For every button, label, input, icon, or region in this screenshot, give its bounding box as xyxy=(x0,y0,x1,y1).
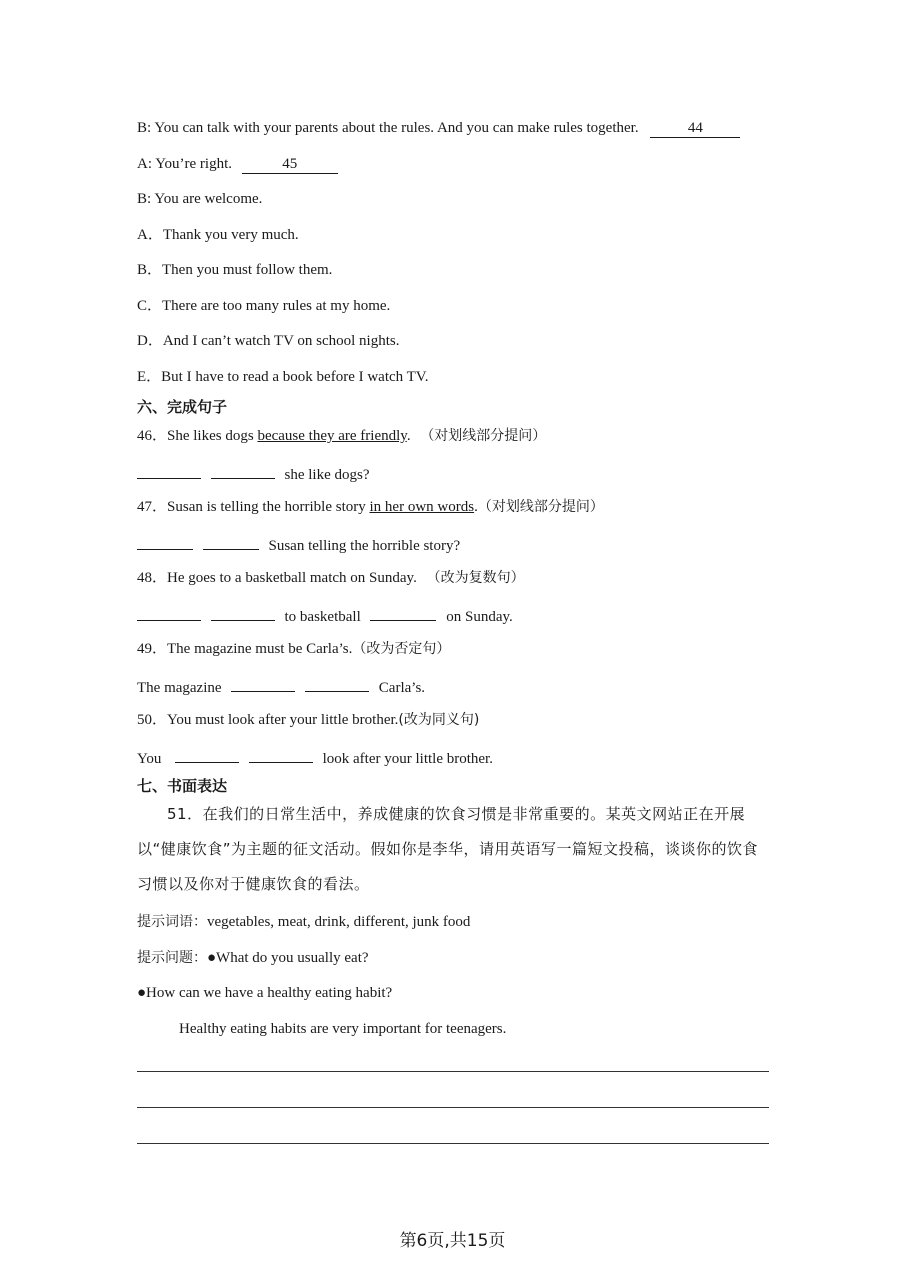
writing-line-3[interactable] xyxy=(137,1143,769,1144)
q50-blank-2[interactable] xyxy=(249,746,313,763)
option-e xyxy=(137,367,428,387)
q46-underlined: because they are friendly xyxy=(257,428,407,444)
hint-words-label: 提示词语： xyxy=(137,914,207,930)
blank-44[interactable]: 44 xyxy=(650,119,740,138)
option-text: There are too many rules at my home. xyxy=(162,298,391,314)
q48-blank-1[interactable] xyxy=(137,604,201,621)
option-text: But I have to read a book before I watch TV. xyxy=(161,369,429,385)
q46-answer xyxy=(137,462,369,485)
option-letter: C． xyxy=(137,298,163,314)
q47-answer-post: Susan telling the horrible story? xyxy=(268,538,461,554)
option-letter: D． xyxy=(137,333,163,349)
writing-line-1[interactable] xyxy=(137,1071,769,1072)
hint-question-1: ●What do you usually eat? xyxy=(207,950,369,966)
option-text: Thank you very much. xyxy=(162,227,299,243)
option-d xyxy=(137,331,399,351)
option-letter: B． xyxy=(137,262,163,278)
q49-prompt xyxy=(137,639,450,659)
essay-opening: Healthy eating habits are very important for teenagers. xyxy=(179,1021,507,1037)
q50-instruction: (改为同义句) xyxy=(398,712,480,728)
section6-heading: 六、完成句子 xyxy=(137,398,228,416)
q46-prompt xyxy=(137,426,546,446)
q48-instruction: （改为复数句） xyxy=(426,570,525,586)
q48-answer xyxy=(137,604,513,627)
q48-blank-2[interactable] xyxy=(211,604,275,621)
page-footer: 第6页,共15页 xyxy=(399,1231,506,1251)
dialogue-line-b-welcome: B: You are welcome. xyxy=(137,191,263,207)
q46-number: 46． xyxy=(137,428,168,444)
q49-instruction: （改为否定句） xyxy=(352,641,451,657)
q49-blank-2[interactable] xyxy=(305,675,369,692)
q47-underlined: in her own words xyxy=(369,499,475,515)
q49-answer-post: Carla’s. xyxy=(378,680,426,696)
hint-questions xyxy=(137,948,369,968)
option-letter: A． xyxy=(137,227,163,243)
dialogue-line-b-rules xyxy=(137,118,740,138)
q48-blank-3[interactable] xyxy=(370,604,436,621)
dialogue-line-a-right xyxy=(137,154,338,174)
section7-heading: 七、书面表达 xyxy=(137,777,228,795)
option-text: Then you must follow them. xyxy=(162,262,333,278)
q50-text: You must look after your little brother. xyxy=(167,712,399,728)
q46-answer-post: she like dogs? xyxy=(284,467,370,483)
q50-number: 50． xyxy=(137,712,168,728)
q48-prompt xyxy=(137,568,525,588)
dialogue-b-rules-text: B: You can talk with your parents about the rules. And you can make rules together. xyxy=(137,120,639,136)
q47-answer xyxy=(137,533,460,556)
q50-blank-1[interactable] xyxy=(175,746,239,763)
q47-post: . xyxy=(474,499,478,515)
q50-answer xyxy=(137,746,493,769)
writing-line-2[interactable] xyxy=(137,1107,769,1108)
q48-number: 48． xyxy=(137,570,168,586)
hint-questions-label: 提示问题： xyxy=(137,950,207,966)
q49-blank-1[interactable] xyxy=(231,675,295,692)
q47-number: 47． xyxy=(137,499,168,515)
q48-answer-mid: to basketball xyxy=(284,609,361,625)
hint-words-text: vegetables, meat, drink, different, junk food xyxy=(207,914,471,930)
q49-text: The magazine must be Carla’s. xyxy=(167,641,353,657)
q50-prompt xyxy=(137,710,479,730)
hint-words xyxy=(137,912,470,932)
option-c xyxy=(137,296,390,316)
q46-pre: She likes dogs xyxy=(167,428,258,444)
q47-blank-1[interactable] xyxy=(137,533,193,550)
q46-instruction: （对划线部分提问） xyxy=(420,428,547,444)
q47-prompt xyxy=(137,497,604,517)
writing-prompt: 51．在我们的日常生活中，养成健康的饮食习惯是非常重要的。某英文网站正在开展以“健康饮食”为主题的征文活动。假如你是李华，请用英语写一篇短文投稿，谈谈你的饮食习惯以及你对于健康饮食的看法。 xyxy=(137,805,759,893)
q50-answer-pre: You xyxy=(137,751,162,767)
q46-blank-2[interactable] xyxy=(211,462,275,479)
q47-pre: Susan is telling the horrible story xyxy=(167,499,370,515)
option-a xyxy=(137,225,299,245)
q46-post: . xyxy=(406,428,411,444)
q48-text: He goes to a basketball match on Sunday. xyxy=(167,570,417,586)
q49-answer-pre: The magazine xyxy=(137,680,222,696)
dialogue-a-right-text: A: You’re right. xyxy=(137,156,233,172)
option-letter: E． xyxy=(137,369,162,385)
blank-45[interactable]: 45 xyxy=(242,155,338,174)
q47-instruction: （对划线部分提问） xyxy=(477,499,604,515)
q46-blank-1[interactable] xyxy=(137,462,201,479)
q47-blank-2[interactable] xyxy=(203,533,259,550)
hint-question-2: ●How can we have a healthy eating habit? xyxy=(137,985,393,1001)
option-text: And I can’t watch TV on school nights. xyxy=(162,333,400,349)
q48-answer-post: on Sunday. xyxy=(446,609,513,625)
q49-answer xyxy=(137,675,425,698)
q49-number: 49． xyxy=(137,641,168,657)
q50-answer-post: look after your little brother. xyxy=(322,751,493,767)
option-b xyxy=(137,260,332,280)
